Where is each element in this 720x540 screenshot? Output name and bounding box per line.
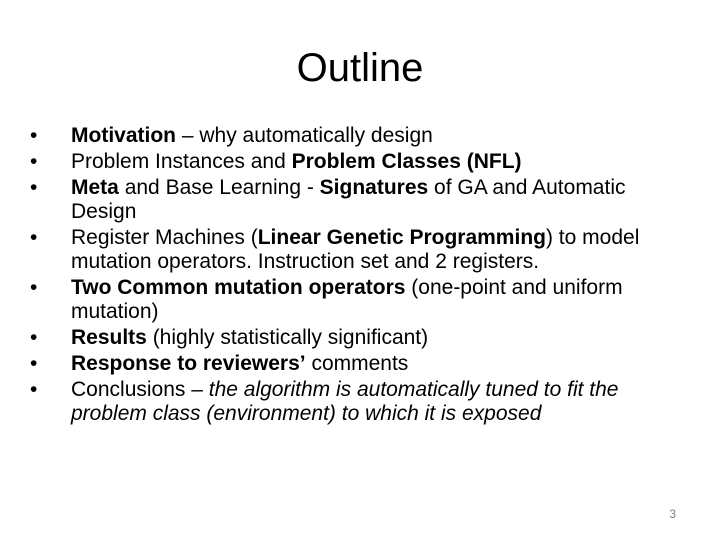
bullet-text-segment: Motivation: [71, 124, 176, 147]
bullet-text-segment: – why automatically design: [176, 124, 433, 147]
bullet-dot: •: [30, 378, 38, 401]
bullet-list: [30, 124, 690, 428]
bullet-dot: •: [30, 276, 38, 299]
bullet-text-segment: Two Common mutation operators: [71, 276, 406, 299]
bullet-item: [30, 378, 690, 426]
bullet-item: [30, 124, 690, 148]
bullet-text-segment: Response to reviewers’: [71, 352, 306, 375]
bullet-text-segment: of GA and Automatic Design: [71, 176, 626, 223]
bullet-text-segment: Problem Classes (NFL): [291, 150, 522, 173]
bullet-text-segment: Linear Genetic Programming: [257, 226, 546, 249]
bullet-text-segment: Register Machines (: [71, 226, 258, 249]
bullet-text-segment: and Base Learning -: [118, 176, 320, 199]
bullet-text-segment: ) to model mutation operators. Instruction set and 2 registers.: [71, 226, 640, 273]
bullet-dot: •: [30, 124, 38, 147]
bullet-text-segment: Results: [71, 326, 147, 349]
bullet-dot: •: [30, 352, 38, 375]
bullet-item: [30, 176, 690, 224]
bullet-text-segment: (one-point and uniform mutation): [71, 276, 623, 323]
bullet-item: [30, 276, 690, 324]
bullet-text-segment: Conclusions –: [71, 378, 209, 401]
bullet-item: [30, 226, 690, 274]
bullet-text-segment: Meta: [71, 176, 119, 199]
bullet-text-segment: comments: [305, 352, 409, 375]
bullet-item: [30, 352, 690, 376]
bullet-dot: •: [30, 326, 38, 349]
bullet-dot: •: [30, 176, 38, 199]
bullet-text-segment: Signatures: [319, 176, 429, 199]
bullet-dot: •: [30, 150, 38, 173]
bullet-item: [30, 326, 690, 350]
bullet-item: [30, 150, 690, 174]
bullet-text-segment: the algorithm is automatically tuned to fit the problem class (environment) to which it is exposed: [71, 378, 619, 425]
bullet-dot: •: [30, 226, 38, 249]
page-number: 3: [669, 507, 676, 521]
slide-title: Outline: [296, 46, 424, 90]
bullet-text-segment: Problem Instances and: [71, 150, 292, 173]
bullet-text-segment: (highly statistically significant): [146, 326, 429, 349]
